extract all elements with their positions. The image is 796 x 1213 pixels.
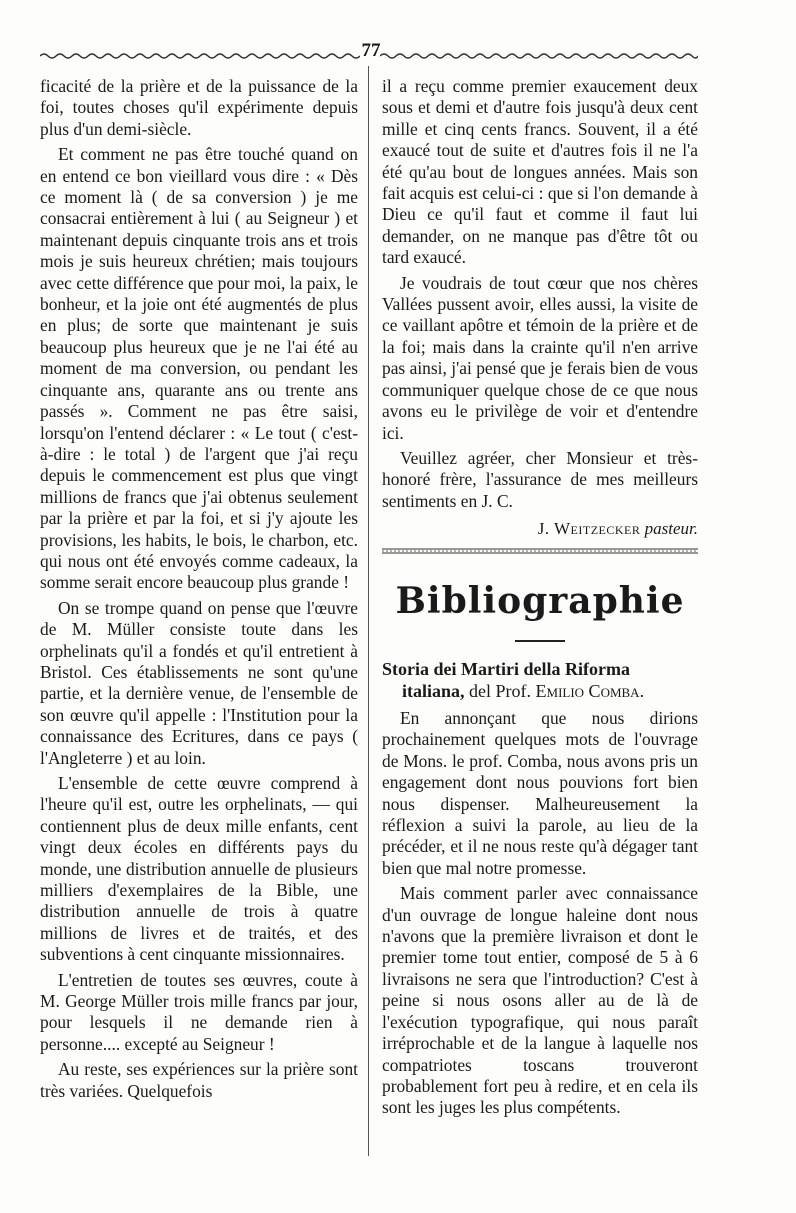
paragraph: En annonçant que nous dirions prochainement quelques mots de l'ouvrage de Mons. le prof. Comba, nous avons pris un engagement dont nous pouvions fort bien nous dispenser. Malheureusement la réflexion a suivi la parole, au lieu de la précéder, et il ne nous reste qu'à dégager tant bien que mal notre promesse. — [382, 708, 698, 878]
section-title: Bibliographie — [395, 580, 685, 622]
header-rule-left — [40, 52, 360, 60]
paragraph: L'ensemble de cette œuvre comprend à l'heure qu'il est, outre les orphelinats, — qui contiennent plus de deux mille enfants, cent vingt deux écoles en différents pays du monde, une distribution annuelle de plusieurs milliers d'exemplaires de la Bible, une distribution annuelle de trois à quatre millions de livres et de traités, et des subventions à cent cinquante missionnaires. — [40, 773, 358, 965]
left-column — [40, 76, 358, 1106]
author-name: Emilio Comba. — [535, 681, 645, 701]
paragraph: Au reste, ses expériences sur la prière sont très variées. Quelquefois — [40, 1059, 358, 1101]
book-title-line1: Storia dei Martiri della Riforma — [382, 659, 630, 679]
bibliography-body — [382, 708, 698, 1123]
signature — [382, 518, 698, 539]
paragraph: ficacité de la prière et de la puissance de la foi, toutes choses qu'il expérimente depuis plus d'un demi-siècle. — [40, 76, 358, 139]
paragraph: Veuillez agréer, cher Monsieur et très-honoré frère, l'assurance de mes meilleurs sentiments en J. C. — [382, 447, 698, 511]
paragraph: On se trompe quand on pense que l'œuvre de M. Müller consiste toute dans les orphelinats qu'il a fondés et qu'il entretient à Bristol. Ces établissements ne sont qu'une partie, et la dernière venue, de l'ensemble de son œuvre qu'il appelle : l'Institution pour la connaissance des Ecritures, dans ce pays ( l'Angleterre ) et au loin. — [40, 597, 358, 768]
signature-name: J. Weitzecker — [537, 519, 641, 539]
paragraph: il a reçu comme premier exaucement deux sous et demi et d'autre fois jusqu'à deux cent mille et cinq cents francs. Souvent, il a été exaucé tout de suite et d'autres fois il ne l'a été qu'au bout de longues années. Mais son fait acquis est celui-ci : que si l'on demande à Dieu ce qu'il faut et comme il faut lui demander, on ne manque pas d'être tôt ou tard exaucé. — [382, 76, 698, 268]
paragraph: Et comment ne pas être touché quand on en entend ce bon vieillard vous dire : « Dès ce moment là ( de sa conversion ) je me consacrai entièrement à lui ( au Seigneur ) et maintenant depuis cinquante trois ans et trois mois je suis heureux chrétien; mais toujours avec cette différence que pour moi, la paix, le bonheur, et la joie ont été augmentés de plus en plus; de sorte que maintenant je suis beaucoup plus heureux que je ne l'ai été au moment de ma conversion, ou pendant les cinquante ans, quarante ans ou trente ans passés ». Comment ne pas être saisi, lorsqu'on l'entend déclarer : « Le tout ( c'est-à-dire : le total ) de l'argent que j'ai reçu depuis le commencement est plus que vingt millions de francs que j'ai obtenus seulement par la prière et par la foi, et si j'y ajoute les provisions, les habits, le bois, le charbon, etc. qui nous ont été envoyés comme cadeaux, la somme serait encore beaucoup plus grande ! — [40, 144, 358, 593]
section-divider — [382, 548, 698, 554]
header-rule-right — [380, 52, 698, 60]
page-number: 77 — [361, 40, 381, 61]
title-underline — [515, 640, 565, 642]
column-divider — [368, 66, 369, 1156]
book-title-line2: italiana, — [402, 681, 465, 701]
paragraph: Mais comment parler avec connaissance d'un ouvrage de longue haleine dont nous n'avons que la première livraison et dont le premier tome tout entier, composé de 5 à 6 livraisons ne sera que l'introduction? C'est à peine si nous osons aller au de là de l'exécution typografique, qui nous paraît irréprochable et de la langue à laquelle nos compatriotes toscans trouveront probablement fort peu à redire, et en cela ils sont les juges les plus compétents. — [382, 883, 698, 1118]
right-column — [382, 76, 698, 540]
book-title — [382, 658, 698, 702]
paragraph: L'entretien de toutes ses œuvres, coute à M. George Müller trois mille francs par jour, pour lesquels il ne demande rien à personne.... excepté au Seigneur ! — [40, 969, 358, 1054]
author-prefix: del Prof. — [469, 681, 532, 701]
signature-role: pasteur. — [644, 519, 698, 539]
paragraph: Je voudrais de tout cœur que nos chères Vallées pussent avoir, elles aussi, la visite de ce vaillant apôtre et témoin de la prière et de la foi; mais dans la crainte qu'il n'en arrive pas ainsi, j'ai pensé que je ferais bien de vous communiquer quelque chose de ce que nous avons eu le privilège de voir et d'entendre ici. — [382, 272, 698, 443]
